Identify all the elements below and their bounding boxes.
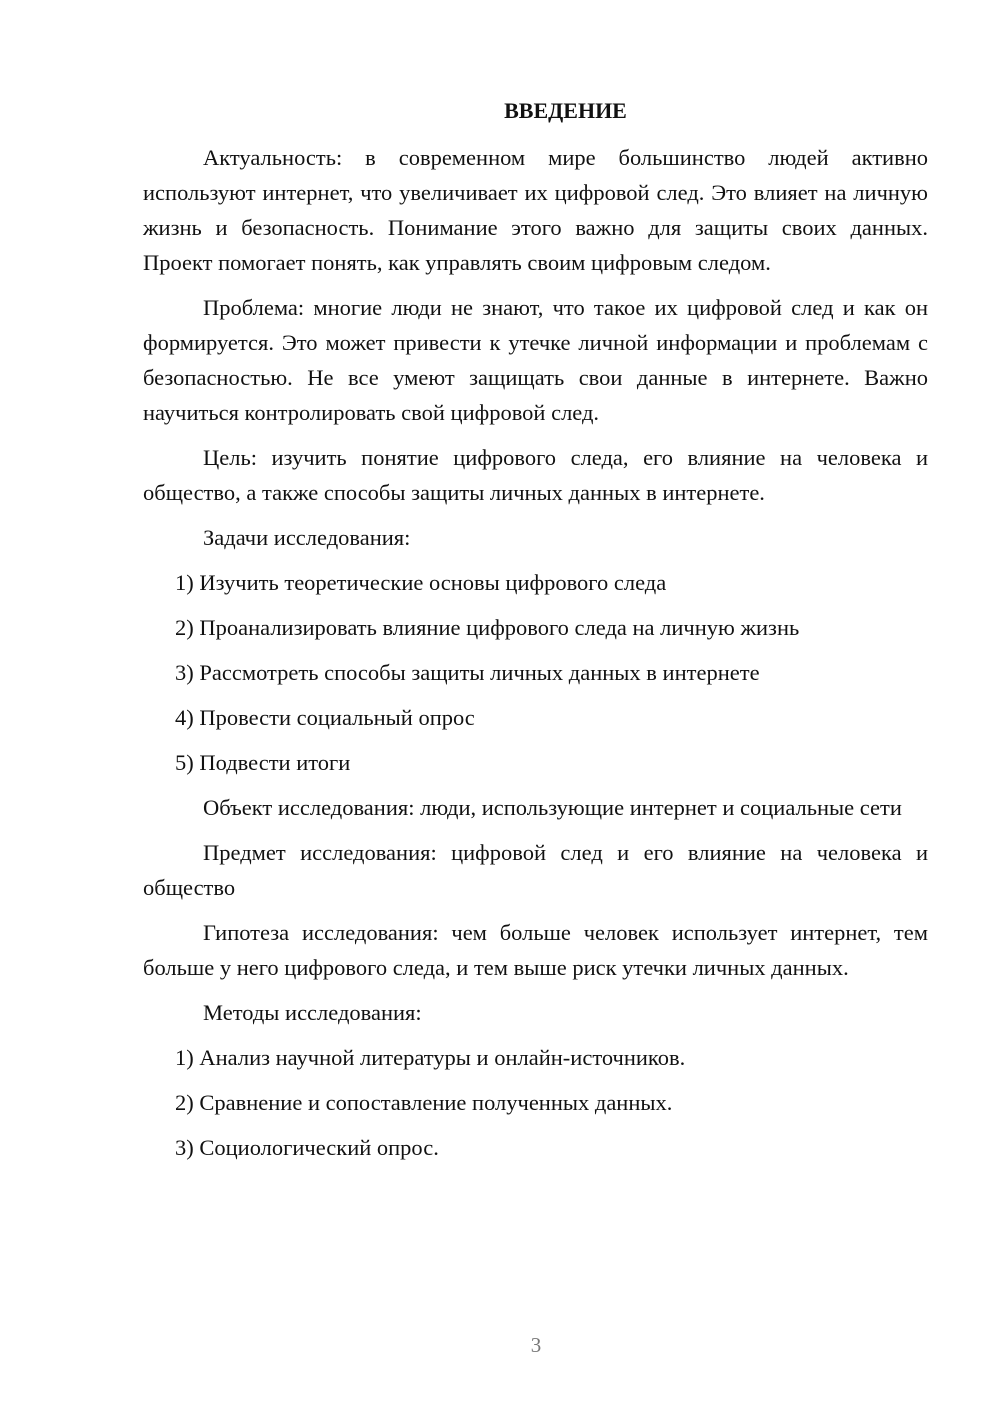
hypothesis-paragraph: Гипотеза исследования: чем больше человек использует интернет, тем больше у него цифрового следа, и тем выше риск утечки личных данных.: [143, 920, 928, 980]
task-item: 3) Рассмотреть способы защиты личных данных в интернете: [175, 660, 760, 685]
relevance-paragraph: Актуальность: в современном мире большинство людей активно используют интернет, что увеличивает их цифровой след. Это влияет на личную жизнь и безопасность. Понимание этого важно для защиты своих данных. Проект помогает понять, как управлять своим цифровым следом.: [143, 145, 928, 275]
task-item: 5) Подвести итоги: [175, 750, 351, 775]
task-item: 4) Провести социальный опрос: [175, 705, 475, 730]
problem-paragraph: Проблема: многие люди не знают, что такое их цифровой след и как он формируется. Это может привести к утечке личной информации и проблемам с безопасностью. Не все умеют защищать свои данные в интернете. Важно научиться контролировать свой цифровой след.: [143, 295, 928, 425]
subject-paragraph: Предмет исследования: цифровой след и его влияние на человека и общество: [143, 840, 928, 900]
method-item: 2) Сравнение и сопоставление полученных данных.: [175, 1090, 673, 1115]
methods-list: [143, 1040, 928, 1165]
tasks-list: [143, 565, 928, 780]
tasks-label: Задачи исследования:: [203, 525, 411, 550]
methods-label: Методы исследования:: [203, 1000, 422, 1025]
task-item: 2) Проанализировать влияние цифрового следа на личную жизнь: [175, 615, 800, 640]
section-title: ВВЕДЕНИЕ: [504, 98, 627, 123]
method-item: 1) Анализ научной литературы и онлайн-источников.: [175, 1045, 686, 1070]
page-content: [143, 96, 928, 1175]
object-paragraph: Объект исследования: люди, использующие интернет и социальные сети: [203, 795, 902, 820]
page-number: 3: [530, 1333, 542, 1357]
method-item: 3) Социологический опрос.: [175, 1135, 439, 1160]
goal-paragraph: Цель: изучить понятие цифрового следа, его влияние на человека и общество, а также способы защиты личных данных в интернете.: [143, 445, 928, 505]
task-item: 1) Изучить теоретические основы цифрового следа: [175, 570, 667, 595]
